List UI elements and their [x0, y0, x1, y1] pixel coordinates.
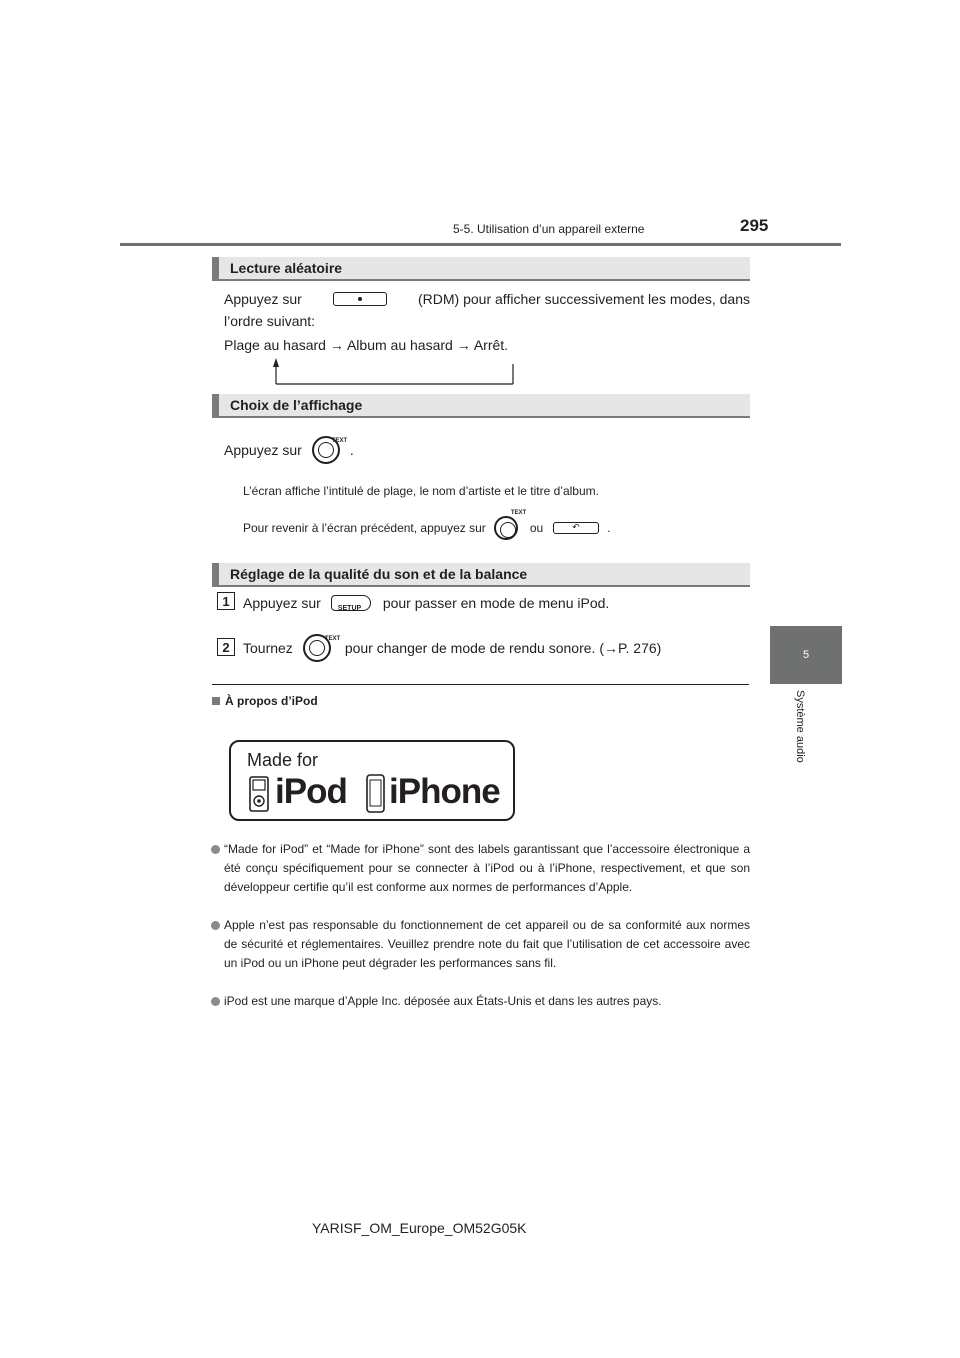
- section-heading-display: [212, 394, 750, 418]
- header-section-title: 5-5. Utilisation d’un appareil externe: [453, 222, 645, 236]
- setup-button-icon: [331, 595, 371, 611]
- section-divider: [212, 684, 749, 685]
- section-title: Choix de l’affichage: [230, 397, 363, 413]
- footer-doc-id: YARISF_OM_Europe_OM52G05K: [312, 1220, 527, 1236]
- section-heading-random: [212, 257, 750, 281]
- text-fragment: l’ordre suivant:: [224, 313, 316, 329]
- display-instruction: [224, 436, 354, 464]
- round-bullet-icon: [211, 997, 220, 1006]
- cycle-return-arrow: [268, 358, 518, 386]
- header-rule: [120, 243, 841, 246]
- section-title: Lecture aléatoire: [230, 260, 343, 276]
- rdm-button-icon: [333, 292, 387, 306]
- round-bullet-icon: [211, 921, 220, 930]
- back-button-icon: ↶: [553, 522, 599, 534]
- bullet-item: [224, 916, 750, 973]
- round-bullet-icon: [211, 845, 220, 854]
- about-heading: [212, 694, 318, 708]
- text-fragment: Tournez: [243, 640, 293, 656]
- page-number: 295: [740, 216, 769, 235]
- section-heading-sound: [212, 563, 750, 587]
- ipod-icon: [249, 776, 269, 812]
- chapter-tab: [770, 626, 842, 684]
- badge-made-for: Made for: [247, 750, 319, 770]
- text-fragment: pour changer de mode de rendu sonore. (→P. 276): [344, 640, 662, 656]
- display-note-2: [243, 510, 611, 540]
- iphone-icon: [366, 774, 386, 814]
- text-dial-icon: [494, 516, 518, 540]
- step-2-text: [243, 634, 661, 662]
- text-fragment: ou: [529, 521, 544, 535]
- text-fragment: Appuyez sur: [243, 595, 321, 611]
- square-bullet-icon: [212, 697, 220, 705]
- chapter-label: Système audio: [794, 690, 806, 763]
- text-tag: TEXT: [510, 510, 527, 516]
- text-fragment: Appuyez sur: [224, 291, 302, 307]
- random-instruction: [224, 288, 750, 332]
- setup-tag: SETUP: [337, 605, 362, 612]
- step-number-2: 2: [217, 638, 235, 656]
- text-fragment: Pour revenir à l’écran précédent, appuyez sur: [243, 521, 486, 535]
- bullet-text: “Made for iPod” et “Made for iPhone” sont des labels garantissant que l’accessoire électronique a été conçu spécifiquement pour se connecter à l’iPod ou à l’iPhone, respectivement, et que son développeur certifie qu’il est conforme aux normes de performances d’Apple.: [224, 842, 750, 894]
- text-fragment: pour passer en mode de menu iPod.: [382, 595, 610, 611]
- text-tag: TEXT: [324, 636, 341, 642]
- chapter-number: 5: [802, 649, 810, 661]
- text-fragment: Appuyez sur: [224, 442, 302, 458]
- text-fragment: (RDM) pour afficher successivement les modes, dans: [418, 291, 750, 307]
- bullet-item: [224, 840, 750, 897]
- about-heading-text: À propos d’iPod: [225, 694, 318, 708]
- bullet-text: iPod est une marque d’Apple Inc. déposée aux États-Unis et dans les autres pays.: [224, 994, 662, 1008]
- step-1-text: [243, 592, 609, 614]
- text-fragment: .: [607, 521, 611, 535]
- bullet-item: [224, 992, 750, 1011]
- chapter-label-wrap: [770, 690, 820, 790]
- display-note-1: L’écran affiche l’intitulé de plage, le nom d’artiste et le titre d’album.: [243, 484, 599, 498]
- made-for-ipod-iphone-badge: [229, 740, 515, 821]
- badge-iphone: iPhone: [389, 772, 500, 811]
- badge-ipod: iPod: [275, 772, 347, 811]
- step-number-1: 1: [217, 592, 235, 610]
- bullet-text: Apple n’est pas responsable du fonctionnement de cet appareil ou de sa conformité aux normes de sécurité et réglementaires. Veuillez prendre note du fait que l’utilisation de cet accessoire avec un iPod ou un iPhone peut dégrader les performances sans fil.: [224, 918, 750, 970]
- text-fragment: .: [349, 442, 354, 458]
- random-cycle: Plage au hasard → Album au hasard → Arrêt.: [224, 337, 509, 353]
- section-title: Réglage de la qualité du son et de la balance: [230, 566, 528, 582]
- text-tag: TEXT: [331, 438, 348, 444]
